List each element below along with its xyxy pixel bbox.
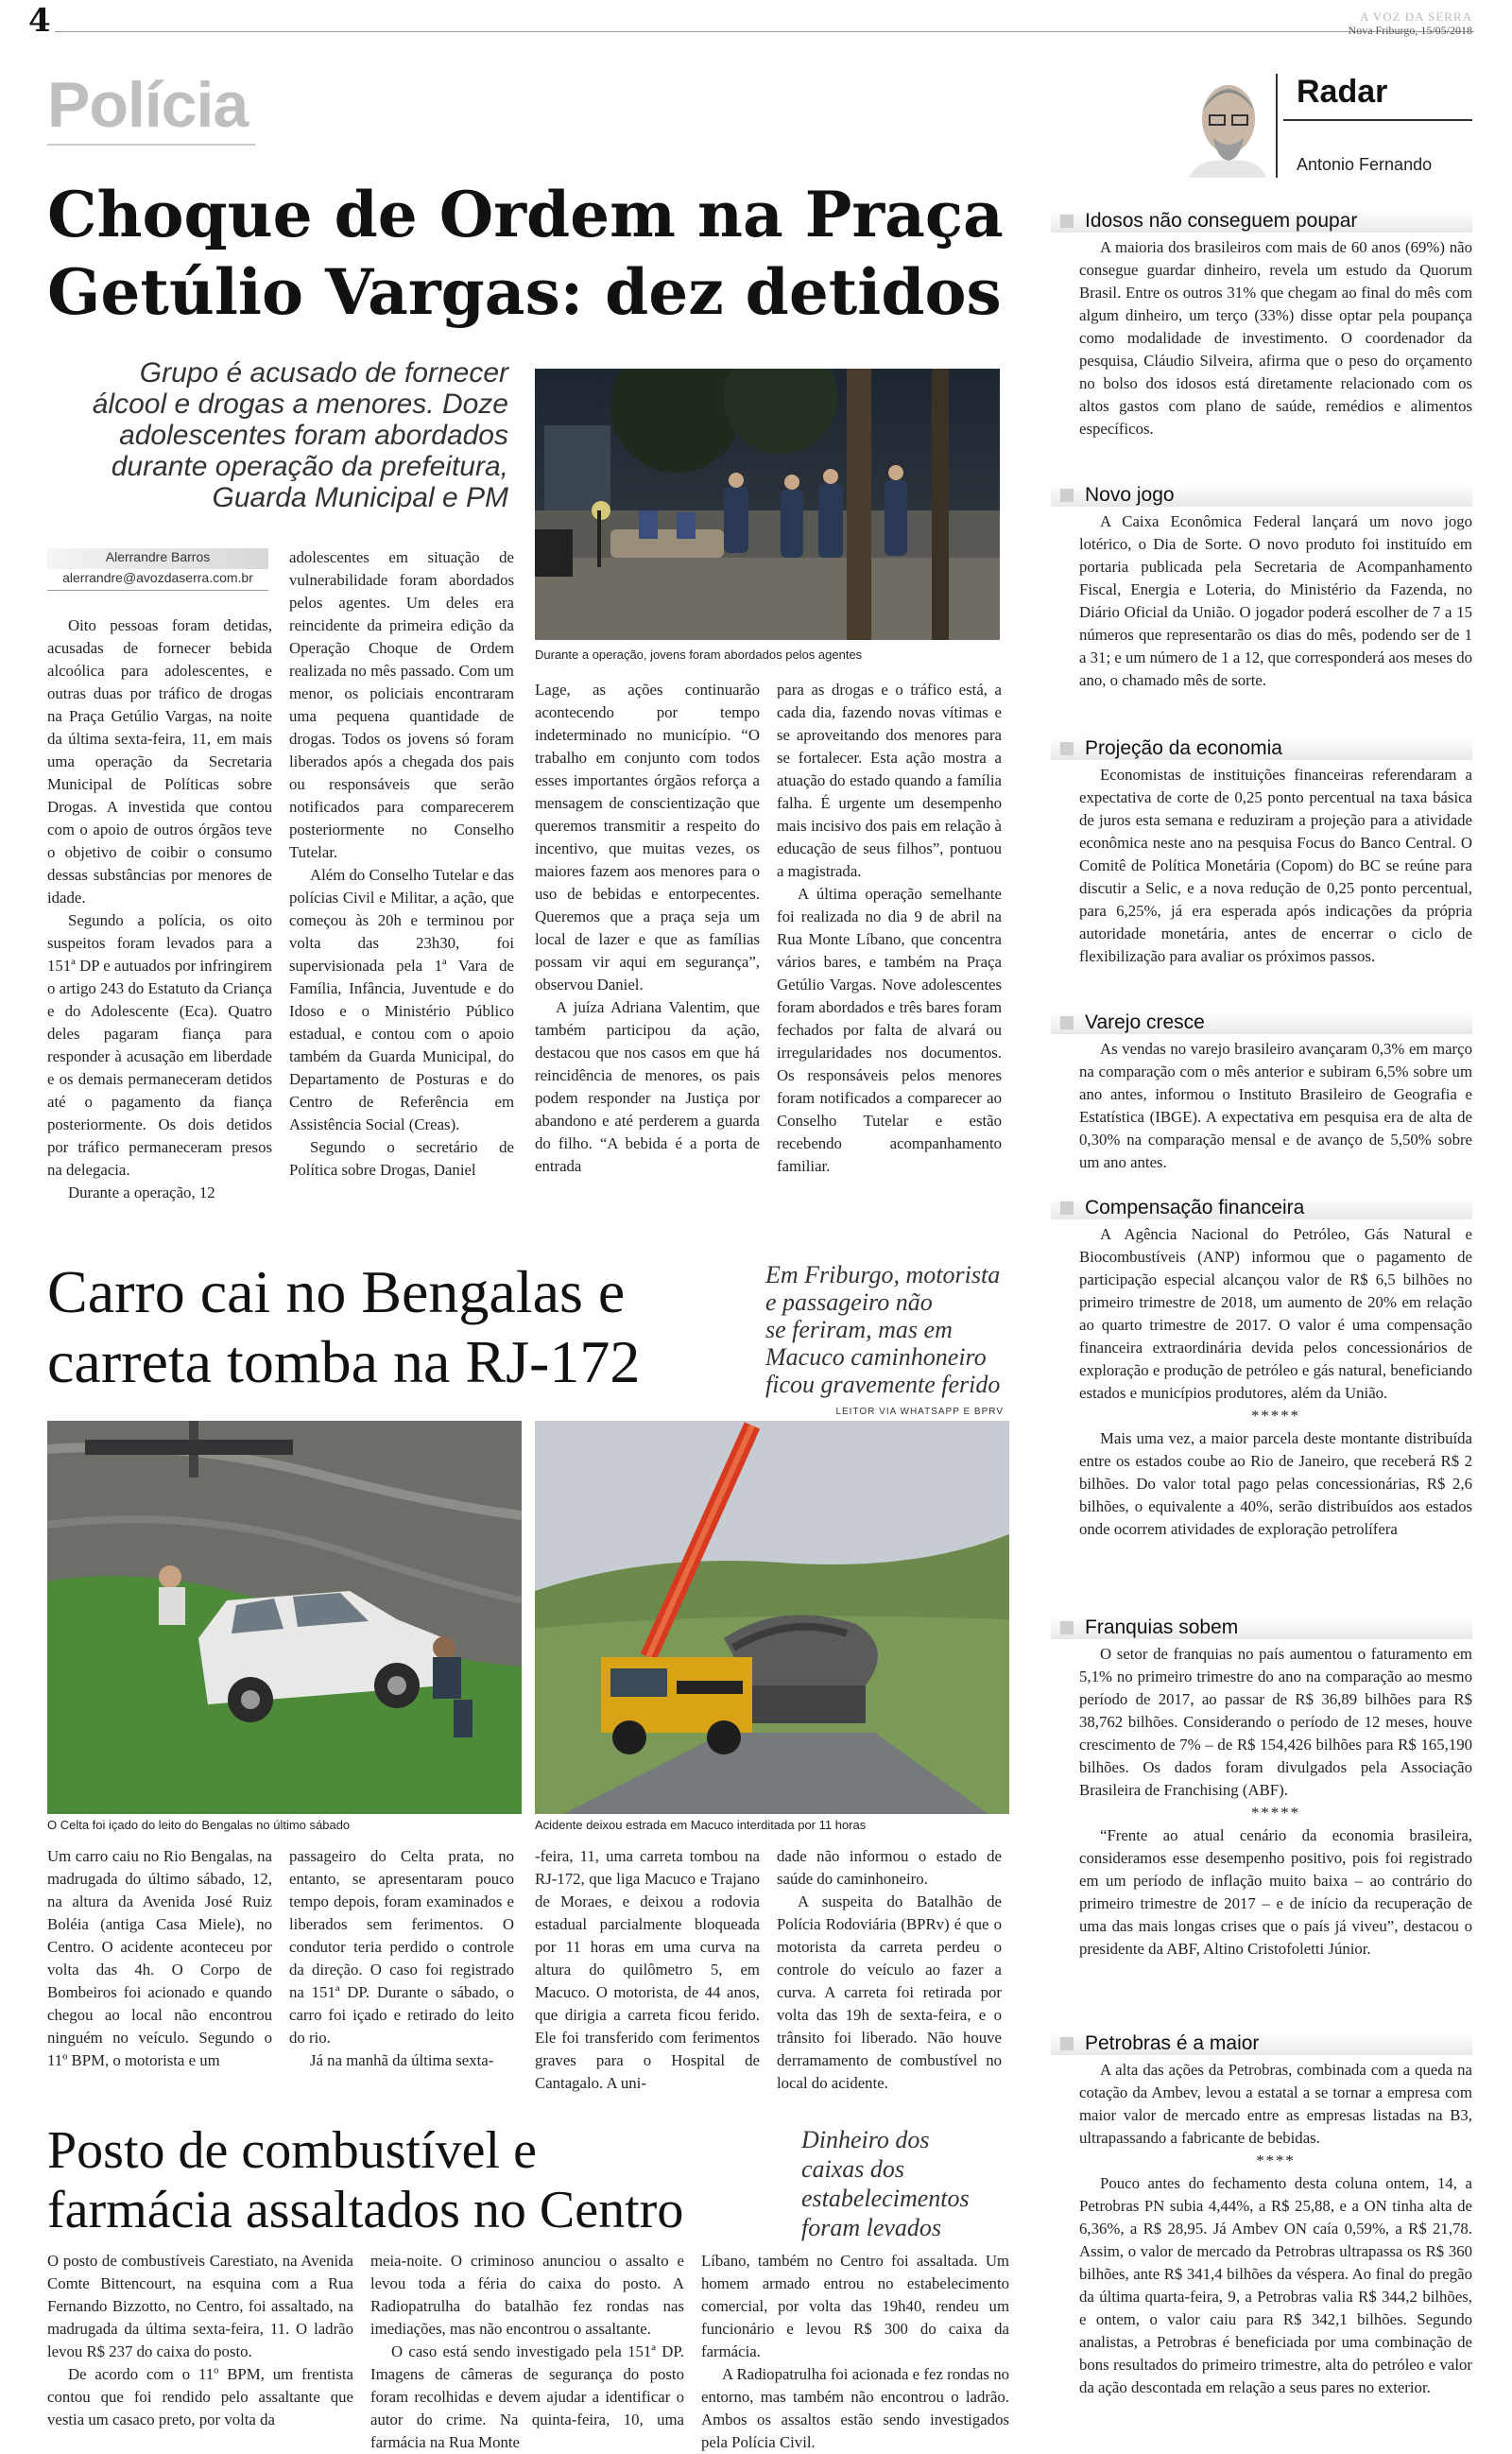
paragraph: A suspeita do Batalhão de Polícia Rodoviária (BPRv) é que o motorista da carreta perdeu o controle do veículo ao fazer a curva. A carreta foi retirada por volta das 19h de sexta-feira, e o trânsito foi liberado. Não houve derramamento de combustível no local do acidente. bbox=[777, 1892, 1002, 2092]
paragraph: meia-noite. O criminoso anunciou o assalto e levou toda a féria do caixa do posto. A Radiopatrulha do batalhão fez rondas nas imediações, mas não encontrou o assaltante. bbox=[370, 2252, 684, 2338]
radar-item-title: Varejo cresce bbox=[1051, 1011, 1472, 1034]
byline-name: Alerrandre Barros bbox=[105, 549, 211, 564]
photo-credit: LEITOR VIA WHATSAPP E BPRV bbox=[835, 1407, 1004, 1417]
section-title: Polícia bbox=[47, 69, 249, 141]
subhead-line: caixas dos bbox=[801, 2155, 905, 2183]
header-rule bbox=[55, 31, 1474, 32]
paragraph: Segundo a polícia, os oito suspeitos foram levados para a 151ª DP e autuados por infringirem o artigo 243 do Estatuto da Criança e do Adolescente (Eca). Quatro deles pagaram fiança para responder à acusação em liberdade e os demais permaneceram detidos até o pagamento da fiança posteriormente. Os dois detidos por tráfico permaneceram presos na delegacia. bbox=[47, 911, 272, 1179]
subhead-line: e passageiro não bbox=[765, 1288, 933, 1316]
radar-item-body bbox=[1079, 1038, 1472, 1174]
subhead-line: se feriram, mas em bbox=[765, 1316, 953, 1343]
subhead-line: Em Friburgo, motorista bbox=[765, 1261, 1001, 1288]
article2-subhead bbox=[765, 1261, 1011, 1398]
paragraph: Além do Conselho Tutelar e das polícias Civil e Militar, a ação, que começou às 20h e terminou por volta das 23h30, foi supervisionada pela 1ª Vara de Família, Infância, Juventude e do Idoso e o Ministério Público estadual, e contou com o apoio também da Guarda Municipal, do Departamento de Posturas e do Centro de Referência em Assistência Social (Creas). bbox=[289, 866, 514, 1133]
paragraph: A Radiopatrulha foi acionada e fez rondas no entorno, mas também não encontrou o ladrão. Ambos os assaltos estão sendo investigados pela Polícia Civil. bbox=[701, 2365, 1009, 2451]
square-bullet-icon bbox=[1060, 2037, 1074, 2050]
subhead-line: durante operação da prefeitura, bbox=[111, 451, 508, 482]
page-number: 4 bbox=[28, 2, 51, 40]
paragraph: O setor de franquias no país aumentou o faturamento em 5,1% no primeiro trimestre do ano na comparação ao mesmo período de 2017, ao passar de R$ 36,89 bilhões para R$ 38,762 bilhões. Considerando o período de 12 meses, houve crescimento de 7% – de R$ 154,426 bilhões para R$ 165,190 bilhões. Os dados foram divulgados pela Associação Brasileira de Franchising (ABF). bbox=[1079, 1645, 1472, 1799]
byline-rule bbox=[47, 590, 268, 591]
paragraph: A juíza Adriana Valentim, que também participou da ação, destacou que nos casos em que há reincidência de menores, os pais podem responder na Justiça por abandono e até perderem a guarda do filho. “A bebida é a porta de entrada bbox=[535, 998, 760, 1175]
article2-col4 bbox=[777, 1845, 1002, 2095]
square-bullet-icon bbox=[1060, 1201, 1074, 1215]
separator-stars: **** bbox=[1256, 2152, 1296, 2169]
truck-crash-image bbox=[535, 1421, 1009, 1814]
radar-photo bbox=[1189, 74, 1266, 178]
radar-item-body bbox=[1079, 236, 1472, 441]
article2-col2 bbox=[289, 1845, 514, 2072]
radar-item-title: Franquias sobem bbox=[1051, 1616, 1472, 1639]
paragraph: A maioria dos brasileiros com mais de 60 anos (69%) não consegue guardar dinheiro, revela um estudo da Quorum Brasil. Entre os outros 31% que chegam ao final do mês com algum dinheiro, um terço (33%) disse optar pela poupança como modalidade de investimento. O coordenador da pesquisa, Cláudio Silveira, afirma que o peso do orçamento no bolso dos idosos está diretamente relacionado com os altos gastos com plano de saúde, remédios e alimentos específicos. bbox=[1079, 238, 1472, 438]
square-bullet-icon bbox=[1060, 1621, 1074, 1634]
article3-col2 bbox=[370, 2250, 684, 2454]
night-square-image bbox=[535, 369, 1000, 640]
edition-date: Nova Friburgo, 15/05/2018 bbox=[1348, 24, 1472, 37]
paragraph: O caso está sendo investigado pela 151ª DP. Imagens de câmeras de segurança do posto foram recolhidas e devem ajudar a identificar o autor do crime. Na quinta-feira, 10, uma farmácia na Rua Monte bbox=[370, 2342, 684, 2451]
article3-subhead bbox=[801, 2125, 1009, 2242]
article1-photo bbox=[535, 369, 1000, 640]
paragraph: para as drogas e o tráfico está, a cada dia, fazendo novas vítimas e se aproveitando dos menores para se fortalecer. Esta ação mostra a atuação do estado quando a família falha. É urgente um desempenho mais incisivo dos pais em relação à educação de seus filhos”, pontuou a magistrada. bbox=[777, 681, 1002, 880]
subhead-line: Guarda Municipal e PM bbox=[212, 482, 508, 513]
article2-headline bbox=[47, 1257, 640, 1397]
article2-col1 bbox=[47, 1845, 272, 2072]
subhead-line: Macuco caminhoneiro bbox=[765, 1343, 987, 1371]
article1-col1 bbox=[47, 614, 272, 1204]
radar-item-body bbox=[1079, 1643, 1472, 1961]
paragraph: As vendas no varejo brasileiro avançaram 0,3% em março na comparação com o mês anterior e subiram 6,5% sobre um ano antes, informou o Instituto Brasileiro de Geografia e Estatística (IBGE). A expectativa em pesquisa era de alta de 0,30% na comparação mensal e de avanço de 5,50% sobre um ano antes. bbox=[1079, 1040, 1472, 1171]
headline-line: Carro cai no Bengalas e bbox=[47, 1258, 626, 1325]
paper-name: A VOZ DA SERRA bbox=[1360, 9, 1472, 24]
article3-headline bbox=[47, 2121, 683, 2240]
paragraph: Mais uma vez, a maior parcela deste montante distribuída entre os estados coube ao Rio de Janeiro, que receberá R$ 2 bilhões. Do valor total pago pelas concessionárias, R$ 2,6 bilhões, o equivalente a 40%, serão distribuídos aos estados onde ocorrem atividades de exploração petrolífera bbox=[1079, 1429, 1472, 1538]
article2-photo-truck bbox=[535, 1421, 1009, 1814]
radar-item-title: Idosos não conseguem poupar bbox=[1051, 210, 1472, 233]
paragraph: dade não informou o estado de saúde do caminhoneiro. bbox=[777, 1847, 1002, 1888]
article1-col4 bbox=[777, 679, 1002, 1178]
paragraph: passageiro do Celta prata, no entanto, se apresentaram pouco tempo depois, foram examinados e liberados sem ferimentos. O condutor teria perdido o controle da direção. O caso foi registrado na 151ª DP. Durante o sábado, o carro foi içado e retirado do leito do rio. bbox=[289, 1847, 514, 2047]
article2-photo-car bbox=[47, 1421, 522, 1814]
radar-item-title: Compensação financeira bbox=[1051, 1197, 1472, 1219]
headline-line: carreta tomba na RJ-172 bbox=[47, 1328, 641, 1395]
headline-line: Choque de Ordem na Praça bbox=[47, 178, 1004, 251]
paragraph: Segundo o secretário de Política sobre Drogas, Daniel bbox=[289, 1138, 514, 1179]
subhead-line: ficou gravemente ferido bbox=[765, 1371, 1001, 1398]
headline-line: farmácia assaltados no Centro bbox=[47, 2181, 684, 2239]
subhead-line: álcool e drogas a menores. Doze bbox=[92, 389, 508, 420]
article1-headline bbox=[47, 176, 1004, 331]
paragraph: Economistas de instituições financeiras referendaram a expectativa de corte de 0,25 ponto percentual na taxa básica de juros esta semana e reduziram a projeção para a atividade econômica neste ano na pesquisa Focus do Banco Central. O Comitê de Política Monetária (Copom) do BC se reúne para discutir a Selic, e a nova redução de 0,25 ponto percentual, para 6,25%, já era esperada após indicações da própria autoridade monetária, antes de encerrar o ciclo de flexibilização para avaliar os próximos passos. bbox=[1079, 766, 1472, 965]
paragraph: adolescentes em situação de vulnerabilidade foram abordados pelos agentes. Um deles era reincidente da primeira edição da Operação Choque de Ordem realizada no mês passado. Com um menor, os policiais encontraram uma pequena quantidade de drogas. Todos os jovens só foram liberados após a chegada dos pais ou responsáveis que serão notificados para comparecerem posteriormente no Conselho Tutelar. bbox=[289, 548, 514, 861]
radar-item-body bbox=[1079, 2059, 1472, 2399]
paragraph: O posto de combustíveis Carestiato, na Avenida Comte Bittencourt, na esquina com a Rua Fernando Bizzotto, no Centro, foi assaltado, na madrugada da última sexta-feira, 11. O ladrão levou R$ 237 do caixa do posto. bbox=[47, 2252, 353, 2360]
article1-col3 bbox=[535, 679, 760, 1178]
car-river-image bbox=[47, 1421, 522, 1814]
section-rule bbox=[47, 144, 255, 146]
radar-rule bbox=[1283, 119, 1472, 121]
radar-item-body bbox=[1079, 764, 1472, 968]
paragraph: “Frente ao atual cenário da economia brasileira, consideramos esse desempenho positivo, pois foi registrado em um período de inflação muito baixa – ao contrário do primeiro trimestre de 2017 – e de início da recuperação de uma das mais longas crises que o país já viveu”, destacou o presidente da ABF, Altino Cristofoletti Júnior. bbox=[1079, 1826, 1472, 1958]
subhead-line: estabelecimentos bbox=[801, 2185, 970, 2212]
article2-caption-truck: Acidente deixou estrada em Macuco interditada por 11 horas bbox=[535, 1818, 867, 1832]
paragraph: A Agência Nacional do Petróleo, Gás Natural e Biocombustíveis (ANP) informou que o pagamento de participação especial alcançou valor de R$ 6,5 bilhões no primeiro trimestre de 2018, um aumento de 20% em relação ao quarto trimestre de 2017. O valor é uma compensação financeira extraordinária devida pelos concessionários de exploração e produção de petróleo e gás natural, beneficiando estados e municípios produtores, além da União. bbox=[1079, 1225, 1472, 1402]
article2-col3 bbox=[535, 1845, 760, 2095]
radar-author: Antonio Fernando bbox=[1297, 155, 1433, 174]
headline-line: Getúlio Vargas: dez detidos bbox=[47, 255, 1002, 329]
separator-stars: ***** bbox=[1251, 1804, 1300, 1822]
paragraph: Já na manhã da última sexta- bbox=[310, 2051, 494, 2069]
paragraph: Pouco antes do fechamento desta coluna ontem, 14, a Petrobras PN subia 4,44%, a R$ 25,88, e a ON tinha alta de 6,36%, a R$ 28,95. Já Ambev ON caía 0,59%, a R$ 21,78. Assim, o valor de mercado da Petrobras ultrapassa os R$ 360 bilhões, ante R$ 341,4 bilhões da véspera. Ao final do pregão da última quarta-feira, 9, a Petrobras valia R$ 344,2 bilhões, e ontem, o valor caiu para R$ 342,1 bilhões. Segundo analistas, a Petrobras é beneficiada por uma combinação de bons resultados do primeiro trimestre, alta do petróleo e valor da ação descontada em relação a seus pares no exterior. bbox=[1079, 2174, 1472, 2396]
square-bullet-icon bbox=[1060, 489, 1074, 502]
separator-stars: ***** bbox=[1251, 1407, 1300, 1425]
radar-vline bbox=[1276, 74, 1278, 178]
article2-caption-car: O Celta foi içado do leito do Bengalas no último sábado bbox=[47, 1818, 351, 1832]
radar-item-title: Petrobras é a maior bbox=[1051, 2032, 1472, 2055]
square-bullet-icon bbox=[1060, 742, 1074, 755]
paragraph: De acordo com o 11º BPM, um frentista contou que foi rendido pelo assaltante que vestia um casaco preto, por volta da bbox=[47, 2365, 353, 2428]
columnist-avatar bbox=[1189, 74, 1266, 178]
square-bullet-icon bbox=[1060, 215, 1074, 228]
subhead-line: Dinheiro dos bbox=[801, 2126, 930, 2153]
subhead-line: adolescentes foram abordados bbox=[119, 420, 508, 451]
article3-col1 bbox=[47, 2250, 353, 2431]
radar-item-body bbox=[1079, 510, 1472, 692]
paragraph: A última operação semelhante foi realizada no dia 9 de abril na Rua Monte Líbano, que concentra vários bares, e também na Praça Getúlio Vargas. Nove adolescentes foram abordados e três bares foram fechados por falta de alvará ou irregularidades nos documentos. Os responsáveis pelos menores foram notificados a comparecer ao Conselho Tutelar e estão recebendo acompanhamento familiar. bbox=[777, 885, 1002, 1175]
article3-col3 bbox=[701, 2250, 1009, 2454]
paragraph: Oito pessoas foram detidas, acusadas de fornecer bebida alcoólica para adolescentes, e outras duas por tráfico de drogas na Praça Getúlio Vargas, na noite da última sexta-feira, 11, em mais uma operação da Secretaria Municipal de Políticas sobre Drogas. A investida que contou com o apoio de outros órgãos teve o objetivo de coibir o consumo dessas substâncias por menores de idade. bbox=[47, 616, 272, 907]
paragraph: Um carro caiu no Rio Bengalas, na madrugada do último sábado, 12, na altura da Avenida José Ruiz Boléia (antiga Casa Miele), no Centro. O acidente aconteceu por volta das 4h. O Corpo de Bombeiros foi acionado e quando chegou ao local não encontrou ninguém no veículo. Segundo o 11º BPM, o motorista e um bbox=[47, 1847, 272, 2069]
radar-item-body bbox=[1079, 1223, 1472, 1541]
subhead-line: foram levados bbox=[801, 2214, 942, 2241]
paragraph: A Caixa Econômica Federal lançará um novo jogo lotérico, o Dia de Sorte. O novo produto foi instituído em portaria publicada pela Secretaria de Acompanhamento Fiscal, Energia e Loteria, do Ministério da Fazenda, no Diário Oficial da União. O jogador poderá escolher de 7 a 15 números que representarão os dias do mês, podendo ser de 1 a 31; e um número de 1 a 12, que corresponderá aos meses do ano, o chamado mês de sorte. bbox=[1079, 512, 1472, 689]
radar-title: Radar bbox=[1297, 74, 1388, 110]
article1-photo-caption: Durante a operação, jovens foram abordados pelos agentes bbox=[535, 648, 863, 662]
square-bullet-icon bbox=[1060, 1016, 1074, 1029]
article1-col2 bbox=[289, 546, 514, 1182]
radar-item-title: Projeção da economia bbox=[1051, 737, 1472, 760]
radar-item-title: Novo jogo bbox=[1051, 484, 1472, 507]
headline-line: Posto de combustível e bbox=[47, 2121, 537, 2180]
article1-subhead bbox=[57, 357, 508, 513]
byline-email[interactable]: alerrandre@avozdaserra.com.br bbox=[62, 570, 253, 585]
paragraph: Durante a operação, 12 bbox=[68, 1184, 215, 1201]
paragraph: Lage, as ações continuarão acontecendo por tempo indeterminado no município. “O trabalho em conjunto com todos esses importantes órgãos reforça a mensagem de conscientização que queremos transmitir a respeito do incentivo, que muitas vezes, os maiores fazem aos menores para o uso de bebidas e entorpecentes. Queremos que a praça seja um local de lazer e que as famílias possam vir aqui em segurança”, observou Daniel. bbox=[535, 681, 760, 994]
subhead-line: Grupo é acusado de fornecer bbox=[139, 357, 508, 389]
paragraph: Líbano, também no Centro foi assaltada. Um homem armado entrou no estabelecimento comercial, por volta das 19h40, rendeu um funcionário e levou R$ 300 do caixa da farmácia. bbox=[701, 2252, 1009, 2360]
paragraph: A alta das ações da Petrobras, combinada com a queda na cotação da Ambev, levou a estatal a se tornar a empresa com maior valor de mercado entre as empresas listadas na B3, ultrapassando a fabricante de bebidas. bbox=[1079, 2061, 1472, 2147]
paragraph: -feira, 11, uma carreta tombou na RJ-172, que liga Macuco e Trajano de Moraes, e deixou a rodovia estadual parcialmente bloqueada por 11 horas em uma curva na altura do quilômetro 5, em Macuco. O motorista, de 44 anos, que dirigia a carreta ficou ferido. Ele foi transferido com ferimentos graves para o Hospital de Cantagalo. A uni- bbox=[535, 1847, 760, 2092]
